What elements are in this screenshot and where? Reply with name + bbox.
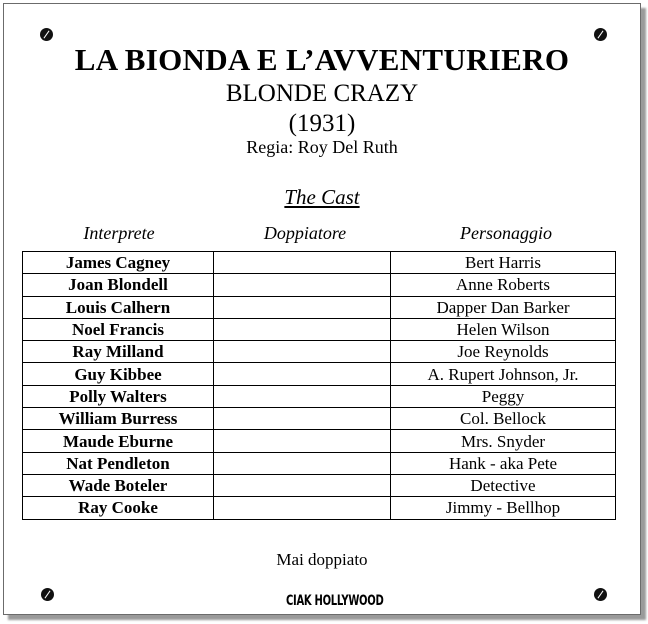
column-header-actor: Interprete	[83, 223, 155, 243]
screw-hole-icon	[594, 588, 607, 601]
character-cell: Detective	[391, 474, 616, 496]
original-title: BLONDE CRAZY	[225, 80, 419, 107]
release-year: (1931)	[288, 110, 356, 137]
cast-heading: The Cast	[284, 185, 360, 209]
column-header-character: Personaggio	[460, 223, 552, 243]
dubber-cell	[214, 363, 391, 385]
table-row	[23, 497, 616, 519]
dubber-cell	[214, 452, 391, 474]
character-cell: Anne Roberts	[391, 274, 616, 296]
actor-cell: Ray Cooke	[23, 497, 214, 519]
character-cell: Dapper Dan Barker	[391, 296, 616, 318]
character-cell: Col. Bellock	[391, 408, 616, 430]
actor-cell: William Burress	[23, 408, 214, 430]
dubber-cell	[214, 430, 391, 452]
character-cell: Hank - aka Pete	[391, 452, 616, 474]
dubber-cell	[214, 274, 391, 296]
actor-cell: Polly Walters	[23, 385, 214, 407]
table-row	[23, 408, 616, 430]
actor-cell: Joan Blondell	[23, 274, 214, 296]
dubber-cell	[214, 474, 391, 496]
column-header-dubber: Doppiatore	[263, 223, 347, 243]
table-row	[23, 318, 616, 340]
actor-cell: Noel Francis	[23, 318, 214, 340]
actor-cell: Louis Calhern	[23, 296, 214, 318]
table-row	[23, 452, 616, 474]
actor-cell: James Cagney	[23, 252, 214, 274]
table-row	[23, 363, 616, 385]
dubber-cell	[214, 318, 391, 340]
actor-cell: Maude Eburne	[23, 430, 214, 452]
character-cell: Helen Wilson	[391, 318, 616, 340]
cast-table	[22, 251, 616, 520]
cast-card	[3, 3, 641, 615]
character-cell: Joe Reynolds	[391, 341, 616, 363]
director-credit: Regia: Roy Del Ruth	[246, 137, 398, 157]
screw-hole-icon	[594, 28, 607, 41]
screw-hole-icon	[40, 28, 53, 41]
character-cell: Jimmy - Bellhop	[391, 497, 616, 519]
screw-hole-icon	[41, 588, 54, 601]
table-row	[23, 430, 616, 452]
table-row	[23, 274, 616, 296]
table-row	[23, 296, 616, 318]
dubber-cell	[214, 497, 391, 519]
dubber-cell	[214, 385, 391, 407]
dubber-cell	[214, 252, 391, 274]
dubber-cell	[214, 408, 391, 430]
table-row	[23, 252, 616, 274]
film-title: LA BIONDA E L’AVVENTURIERO	[74, 42, 570, 77]
table-row	[23, 474, 616, 496]
actor-cell: Nat Pendleton	[23, 452, 214, 474]
actor-cell: Guy Kibbee	[23, 363, 214, 385]
ciak-hollywood-logo: CIAK HOLLYWOOD	[286, 594, 384, 610]
character-cell: A. Rupert Johnson, Jr.	[391, 363, 616, 385]
actor-cell: Ray Milland	[23, 341, 214, 363]
character-cell: Peggy	[391, 385, 616, 407]
actor-cell: Wade Boteler	[23, 474, 214, 496]
table-row	[23, 341, 616, 363]
dubber-cell	[214, 341, 391, 363]
table-row	[23, 385, 616, 407]
character-cell: Mrs. Snyder	[391, 430, 616, 452]
dubbing-note: Mai doppiato	[276, 550, 368, 569]
dubber-cell	[214, 296, 391, 318]
character-cell: Bert Harris	[391, 252, 616, 274]
